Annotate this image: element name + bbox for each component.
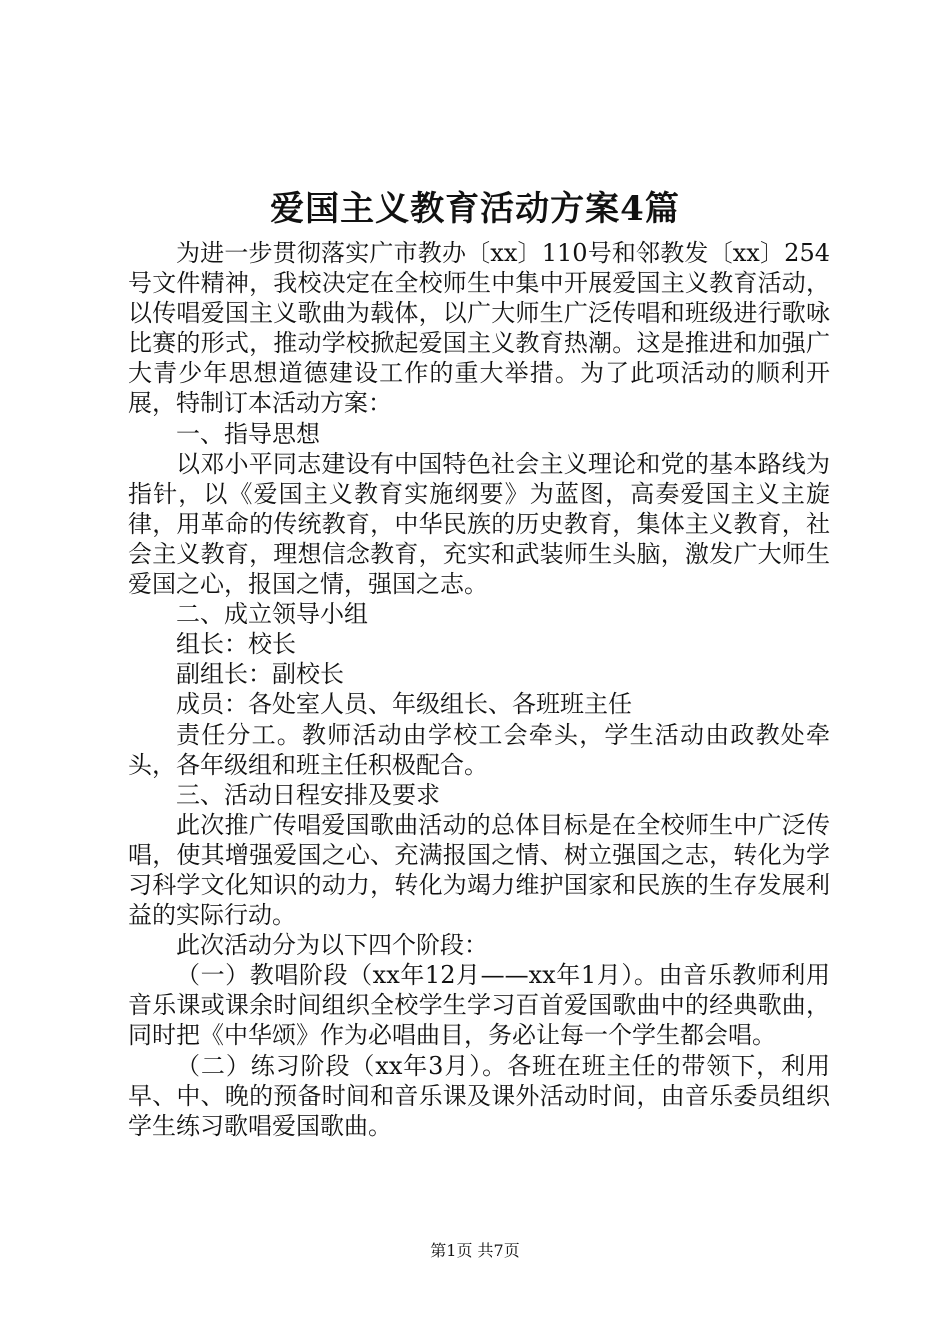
body-paragraph: 以邓小平同志建设有中国特色社会主义理论和党的基本路线为指针，以《爱国主义教育实施纲要》为蓝图，高奏爱国主义主旋律，用革命的传统教育，中华民族的历史教育，集体主义教育，社会主义教育，理想信念教育，充实和武装师生头脑，激发广大师生爱国之心，报国之情，强国之志。 xyxy=(128,449,830,599)
body-paragraph: 责任分工。教师活动由学校工会牵头，学生活动由政教处牵头，各年级组和班主任积极配合。 xyxy=(128,720,830,779)
section-heading: 三、活动日程安排及要求 xyxy=(176,780,440,809)
body-line: 此次活动分为以下四个阶段： xyxy=(176,931,488,960)
intro-paragraph: 为进一步贯彻落实广市教办〔xx〕110号和邻教发〔xx〕254号文件精神，我校决定在全校师生中集中开展爱国主义教育活动，以传唱爱国主义歌曲为载体，以广大师生广泛传唱和班级进行歌咏比赛的形式，推动学校掀起爱国主义教育热潮。这是推进和加强广大青少年思想道德建设工作的重大举措。为了此项活动的顺利开展，特制订本活动方案： xyxy=(128,239,830,418)
body-line: 成员：各处室人员、年级组长、各班班主任 xyxy=(176,690,632,719)
section-heading: 二、成立领导小组 xyxy=(176,600,368,629)
section-heading: 一、指导思想 xyxy=(176,419,320,448)
page-footer: 第1页 共7页 xyxy=(430,1241,520,1260)
body-paragraph: （一）教唱阶段（xx年12月——xx年1月）。由音乐教师利用音乐课或课余时间组织全校学生学习百首爱国歌曲中的经典歌曲，同时把《中华颂》作为必唱曲目，务必让每一个学生都会唱。 xyxy=(128,961,830,1050)
body-paragraph: （二）练习阶段（xx年3月）。各班在班主任的带领下，利用早、中、晚的预备时间和音乐课及课外活动时间，由音乐委员组织学生练习歌唱爱国歌曲。 xyxy=(128,1051,830,1140)
document-body xyxy=(128,238,830,1141)
body-line: 组长：校长 xyxy=(176,630,296,659)
document-title: 爱国主义教育活动方案4篇 xyxy=(270,189,680,229)
body-line: 副组长：副校长 xyxy=(176,660,344,689)
body-paragraph: 此次推广传唱爱国歌曲活动的总体目标是在全校师生中广泛传唱，使其增强爱国之心、充满报国之情、树立强国之志，转化为学习科学文化知识的动力，转化为竭力维护国家和民族的生存发展利益的实际行动。 xyxy=(128,810,830,930)
